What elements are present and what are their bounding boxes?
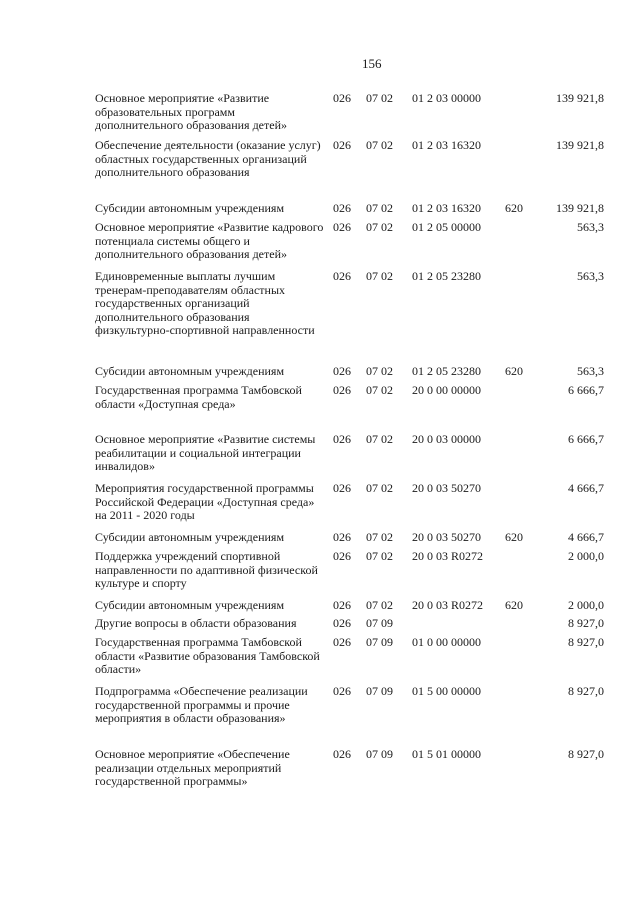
row-program-code: 20 0 03 50270: [412, 481, 481, 495]
row-amount: 8 927,0: [568, 616, 604, 630]
row-gr-code: 026: [333, 616, 351, 630]
table-row: [0, 432, 640, 474]
row-expense-type: 620: [505, 201, 523, 215]
row-section-code: 07 09: [366, 635, 393, 649]
row-program-code: 20 0 03 R0272: [412, 598, 484, 612]
row-amount: 2 000,0: [568, 598, 604, 612]
row-section-code: 07 02: [366, 598, 393, 612]
row-name: Основное мероприятие «Развитие кадрового потенциала системы общего и дополнительного образования детей»: [95, 220, 324, 262]
row-program-code: 01 2 03 16320: [412, 201, 481, 215]
table-row: [0, 269, 640, 338]
row-gr-code: 026: [333, 383, 351, 397]
page-number: 156: [362, 56, 382, 71]
row-amount: 563,3: [577, 269, 604, 283]
row-program-code: 20 0 03 50270: [412, 530, 481, 544]
row-name: Субсидии автономным учреждениям: [95, 364, 285, 378]
row-name: Основное мероприятие «Развитие образовательных программ дополнительного образования детей»: [95, 91, 287, 133]
row-name: Поддержка учреждений спортивной направленности по адаптивной физической культуре и спорту: [95, 549, 318, 591]
row-name: Другие вопросы в области образования: [95, 616, 297, 630]
row-amount: 563,3: [577, 220, 604, 234]
table-row: [0, 598, 640, 612]
row-section-code: 07 02: [366, 364, 393, 378]
row-amount: 6 666,7: [568, 383, 604, 397]
row-gr-code: 026: [333, 220, 351, 234]
row-amount: 8 927,0: [568, 635, 604, 649]
row-gr-code: 026: [333, 269, 351, 283]
row-section-code: 07 02: [366, 481, 393, 495]
row-section-code: 07 09: [366, 616, 393, 630]
row-section-code: 07 09: [366, 747, 393, 761]
table-row: [0, 138, 640, 180]
row-program-code: 01 2 03 16320: [412, 138, 481, 152]
row-program-code: 01 2 05 23280: [412, 269, 481, 283]
table-row: [0, 747, 640, 789]
row-section-code: 07 02: [366, 432, 393, 446]
row-section-code: 07 02: [366, 269, 393, 283]
row-program-code: 01 2 05 23280: [412, 364, 481, 378]
row-amount: 4 666,7: [568, 530, 604, 544]
row-amount: 139 921,8: [556, 201, 604, 215]
row-amount: 2 000,0: [568, 549, 604, 563]
row-section-code: 07 02: [366, 383, 393, 397]
table-row: [0, 481, 640, 523]
row-name: Субсидии автономным учреждениям: [95, 530, 285, 544]
row-program-code: 01 2 05 00000: [412, 220, 481, 234]
row-program-code: 20 0 00 00000: [412, 383, 481, 397]
row-program-code: 01 5 01 00000: [412, 747, 481, 761]
table-row: [0, 220, 640, 262]
table-row: [0, 91, 640, 133]
row-amount: 8 927,0: [568, 747, 604, 761]
row-name: Мероприятия государственной программы Российской Федерации «Доступная среда» на 2011 - 2020 годы: [95, 481, 315, 523]
row-gr-code: 026: [333, 481, 351, 495]
row-expense-type: 620: [505, 530, 523, 544]
row-section-code: 07 09: [366, 684, 393, 698]
row-gr-code: 026: [333, 91, 351, 105]
row-amount: 563,3: [577, 364, 604, 378]
row-gr-code: 026: [333, 684, 351, 698]
table-row: [0, 530, 640, 544]
table-row: [0, 383, 640, 411]
row-amount: 139 921,8: [556, 138, 604, 152]
row-amount: 8 927,0: [568, 684, 604, 698]
row-name: Субсидии автономным учреждениям: [95, 598, 285, 612]
row-name: Государственная программа Тамбовской области «Доступная среда»: [95, 383, 302, 411]
table-row: [0, 635, 640, 677]
row-program-code: 20 0 03 R0272: [412, 549, 484, 563]
row-gr-code: 026: [333, 530, 351, 544]
row-section-code: 07 02: [366, 138, 393, 152]
row-section-code: 07 02: [366, 220, 393, 234]
row-name: Субсидии автономным учреждениям: [95, 201, 285, 215]
row-amount: 4 666,7: [568, 481, 604, 495]
row-amount: 139 921,8: [556, 91, 604, 105]
row-name: Единовременные выплаты лучшим тренерам-преподавателям областных государственных организаций дополнительного образования физкультурно-спортивной направленности: [95, 269, 315, 338]
row-name: Государственная программа Тамбовской области «Развитие образования Тамбовской области»: [95, 635, 320, 677]
row-gr-code: 026: [333, 598, 351, 612]
row-program-code: 01 2 03 00000: [412, 91, 481, 105]
table-row: [0, 549, 640, 591]
row-gr-code: 026: [333, 549, 351, 563]
row-section-code: 07 02: [366, 201, 393, 215]
table-row: [0, 201, 640, 215]
row-expense-type: 620: [505, 598, 523, 612]
row-gr-code: 026: [333, 747, 351, 761]
row-program-code: 01 5 00 00000: [412, 684, 481, 698]
row-gr-code: 026: [333, 138, 351, 152]
row-expense-type: 620: [505, 364, 523, 378]
row-gr-code: 026: [333, 635, 351, 649]
row-section-code: 07 02: [366, 530, 393, 544]
row-name: Подпрограмма «Обеспечение реализации государственной программы и прочие мероприятия в области образования»: [95, 684, 308, 726]
row-section-code: 07 02: [366, 91, 393, 105]
table-row: [0, 616, 640, 630]
row-gr-code: 026: [333, 364, 351, 378]
row-gr-code: 026: [333, 201, 351, 215]
row-name: Основное мероприятие «Обеспечение реализации отдельных мероприятий государственной программы»: [95, 747, 290, 789]
row-name: Основное мероприятие «Развитие системы реабилитации и социальной интеграции инвалидов»: [95, 432, 316, 474]
row-program-code: 01 0 00 00000: [412, 635, 481, 649]
row-gr-code: 026: [333, 432, 351, 446]
table-row: [0, 684, 640, 726]
table-row: [0, 364, 640, 378]
row-program-code: 20 0 03 00000: [412, 432, 481, 446]
row-section-code: 07 02: [366, 549, 393, 563]
row-name: Обеспечение деятельности (оказание услуг) областных государственных организаций дополнительного образования: [95, 138, 321, 180]
row-amount: 6 666,7: [568, 432, 604, 446]
